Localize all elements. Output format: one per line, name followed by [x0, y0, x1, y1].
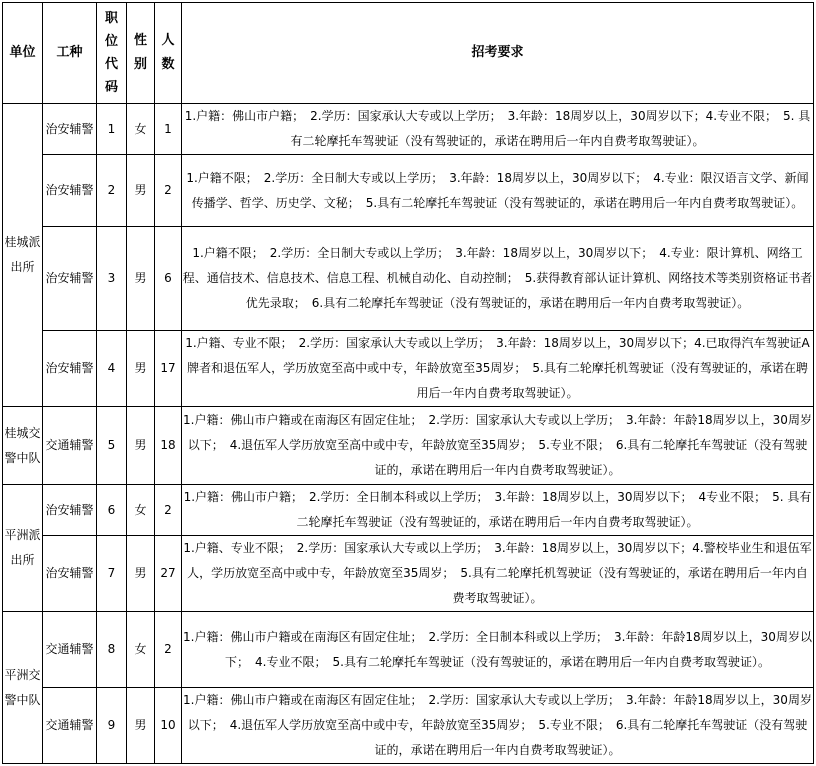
- requirements-cell: 1.户籍：佛山市户籍； 2.学历：国家承认大专或以上学历； 3.年龄：18周岁以上，30周岁以下；4.专业不限； 5. 具有二轮摩托车驾驶证（没有驾驶证的，承诺在聘用后一年内自费考取驾驶证）。: [182, 104, 814, 155]
- recruitment-table: [2, 2, 814, 764]
- job-cell: 交通辅警: [43, 407, 97, 485]
- code-cell: 2: [97, 155, 127, 227]
- table-row: [3, 688, 814, 764]
- requirements-cell: 1.户籍：佛山市户籍或在南海区有固定住址； 2.学历：全日制本科或以上学历； 3.年龄：年龄18周岁以上，30周岁以下； 4.专业不限； 5.具有二轮摩托车驾驶证（没有驾驶证的，承诺在聘用后一年内自费考取驾驶证）。: [182, 612, 814, 688]
- header-gender: 性别: [127, 3, 155, 104]
- unit-cell: 桂城派出所: [3, 104, 43, 407]
- job-cell: 治安辅警: [43, 331, 97, 407]
- count-cell: 18: [155, 407, 182, 485]
- header-code: 职位代码: [97, 3, 127, 104]
- count-cell: 17: [155, 331, 182, 407]
- job-cell: 治安辅警: [43, 485, 97, 536]
- count-cell: 2: [155, 612, 182, 688]
- count-cell: 27: [155, 536, 182, 612]
- gender-cell: 男: [127, 688, 155, 764]
- code-cell: 1: [97, 104, 127, 155]
- count-cell: 1: [155, 104, 182, 155]
- header-requirements: 招考要求: [182, 3, 814, 104]
- header-unit: 单位: [3, 3, 43, 104]
- gender-cell: 男: [127, 407, 155, 485]
- code-cell: 8: [97, 612, 127, 688]
- requirements-cell: 1.户籍：佛山市户籍或在南海区有固定住址； 2.学历：国家承认大专或以上学历； 3.年龄：年龄18周岁以上，30周岁以下； 4.退伍军人学历放宽至高中或中专，年龄放宽至35周岁； 5.专业不限； 6.具有二轮摩托车驾驶证（没有驾驶证的，承诺在聘用后一年内自费考取驾驶证）。: [182, 688, 814, 764]
- table-row: [3, 612, 814, 688]
- code-cell: 3: [97, 227, 127, 331]
- code-cell: 9: [97, 688, 127, 764]
- gender-cell: 男: [127, 536, 155, 612]
- requirements-cell: 1.户籍不限； 2.学历：全日制大专或以上学历； 3.年龄：18周岁以上，30周岁以下； 4.专业：限汉语言文学、新闻传播学、哲学、历史学、文秘； 5.具有二轮摩托车驾驶证（没有驾驶证的，承诺在聘用后一年内自费考取驾驶证）。: [182, 155, 814, 227]
- table-row: [3, 331, 814, 407]
- count-cell: 10: [155, 688, 182, 764]
- table-row: [3, 104, 814, 155]
- code-cell: 4: [97, 331, 127, 407]
- code-cell: 6: [97, 485, 127, 536]
- job-cell: 交通辅警: [43, 612, 97, 688]
- gender-cell: 女: [127, 485, 155, 536]
- requirements-cell: 1.户籍、专业不限； 2.学历：国家承认大专或以上学历； 3.年龄：18周岁以上，30周岁以下；4.警校毕业生和退伍军人，学历放宽至高中或中专，年龄放宽至35周岁； 5.具有二轮摩托机驾驶证（没有驾驶证的，承诺在聘用后一年内自费考取驾驶证）。: [182, 536, 814, 612]
- requirements-cell: 1.户籍不限； 2.学历：全日制大专或以上学历； 3.年龄：18周岁以上，30周岁以下； 4.专业：限计算机、网络工程、通信技术、信息技术、信息工程、机械自动化、自动控制； 5.获得教育部认证计算机、网络技术等类别资格证书者优先录取； 6.具有二轮摩托车驾驶证（没有驾驶证的，承诺在聘用后一年内自费考取驾驶证）。: [182, 227, 814, 331]
- code-cell: 7: [97, 536, 127, 612]
- job-cell: 治安辅警: [43, 104, 97, 155]
- requirements-cell: 1.户籍、专业不限； 2.学历：国家承认大专或以上学历； 3.年龄：18周岁以上，30周岁以下；4.已取得汽车驾驶证A牌者和退伍军人，学历放宽至高中或中专，年龄放宽至35周岁； 5.具有二轮摩托机驾驶证（没有驾驶证的，承诺在聘用后一年内自费考取驾驶证）。: [182, 331, 814, 407]
- unit-cell: 平洲派出所: [3, 485, 43, 612]
- table-row: [3, 536, 814, 612]
- table-row: [3, 227, 814, 331]
- count-cell: 6: [155, 227, 182, 331]
- unit-cell: 桂城交警中队: [3, 407, 43, 485]
- requirements-cell: 1.户籍：佛山市户籍； 2.学历：全日制本科或以上学历； 3.年龄：18周岁以上，30周岁以下； 4专业不限； 5. 具有二轮摩托车驾驶证（没有驾驶证的，承诺在聘用后一年内自费考取驾驶证）。: [182, 485, 814, 536]
- table-row: [3, 485, 814, 536]
- gender-cell: 男: [127, 155, 155, 227]
- unit-cell: 平洲交警中队: [3, 612, 43, 764]
- gender-cell: 女: [127, 612, 155, 688]
- job-cell: 治安辅警: [43, 155, 97, 227]
- requirements-cell: 1.户籍：佛山市户籍或在南海区有固定住址； 2.学历：国家承认大专或以上学历； 3.年龄：年龄18周岁以上，30周岁以下； 4.退伍军人学历放宽至高中或中专，年龄放宽至35周岁； 5.专业不限； 6.具有二轮摩托车驾驶证（没有驾驶证的，承诺在聘用后一年内自费考取驾驶证）。: [182, 407, 814, 485]
- gender-cell: 男: [127, 227, 155, 331]
- header-count: 人数: [155, 3, 182, 104]
- gender-cell: 男: [127, 331, 155, 407]
- gender-cell: 女: [127, 104, 155, 155]
- job-cell: 治安辅警: [43, 536, 97, 612]
- job-cell: 交通辅警: [43, 688, 97, 764]
- table-row: [3, 155, 814, 227]
- code-cell: 5: [97, 407, 127, 485]
- header-row: [3, 3, 814, 104]
- count-cell: 2: [155, 485, 182, 536]
- job-cell: 治安辅警: [43, 227, 97, 331]
- count-cell: 2: [155, 155, 182, 227]
- header-job: 工种: [43, 3, 97, 104]
- table-row: [3, 407, 814, 485]
